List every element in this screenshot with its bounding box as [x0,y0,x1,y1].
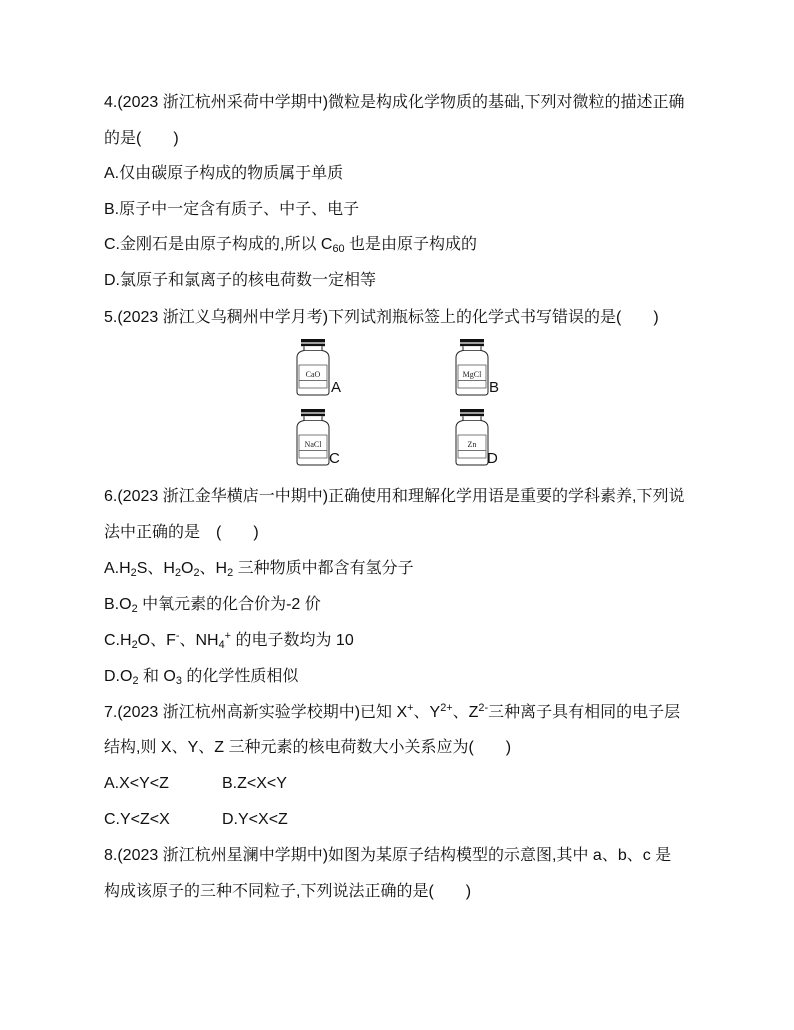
text-run: O [181,560,194,577]
q7-stem-line-1 [104,702,680,724]
q4-option-d: D.氯原子和氯离子的核电荷数一定相等 [104,272,377,289]
q4-stem-line-2: 的是( ) [104,130,179,147]
bottle-cap-ring [301,344,325,347]
bottle-letter-c: C [329,450,340,467]
bottle-letter-b: B [489,379,500,396]
superscript: 2+ [440,702,453,715]
text-run: C.H [104,632,132,649]
q4-option-b: B.原子中一定含有质子、中子、电子 [104,201,360,218]
bottle-cap [301,409,325,412]
text-run: 、Z [452,704,479,721]
bottle-cap [460,409,484,412]
bottle-label-text: NaCl [304,440,322,449]
subscript: 3 [175,675,182,688]
q7-option-b: B.Z<X<Y [222,775,287,792]
text-run: D.O [104,668,133,685]
subscript: 2 [131,603,138,616]
text-run: O、F [137,632,176,649]
q6-option-a [104,558,414,580]
text-run: A.H [104,560,131,577]
reagent-bottle-b [454,338,490,396]
q7-stem-line-2: 结构,则 X、Y、Z 三种元素的核电荷数大小关系应为( ) [104,739,512,756]
superscript: + [224,630,232,643]
text-run: S、H [136,560,175,577]
bottle-letter-a: A [331,379,342,396]
subscript: 2 [174,567,182,580]
q6-option-b [104,594,321,616]
q7-option-c: C.Y<Z<X [104,811,170,828]
text-run: 的电子数均为 10 [231,632,354,649]
bottle-cap [301,339,325,342]
text-run: B.O [104,596,132,613]
q8-stem-line-2: 构成该原子的三种不同粒子,下列说法正确的是( ) [104,883,472,900]
subscript: 2 [130,567,137,580]
q7-option-a: A.X<Y<Z [104,775,169,792]
text-run: 也是由原子构成的 [344,236,478,253]
subscript: 2 [132,675,139,688]
text-run: 三种物质中都含有氢分子 [233,560,414,577]
q8-stem-line-1: 8.(2023 浙江杭州星澜中学期中)如图为某原子结构模型的示意图,其中 a、b、c 是 [104,847,672,864]
subscript: 2 [131,639,138,652]
text-run: 、H [199,560,228,577]
text-run: 的化学性质相似 [181,668,299,685]
bottle-label-text: MgCl [462,370,482,379]
q4-option-a: A.仅由碳原子构成的物质属于单质 [104,165,344,182]
reagent-bottle-c [295,408,331,466]
q6-option-c [104,630,354,652]
q6-stem-line-1: 6.(2023 浙江金华横店一中期中)正确使用和理解化学用语是重要的学科素养,下列说 [104,488,685,505]
subscript: 2 [227,567,234,580]
q5-stem-line-1: 5.(2023 浙江义乌稠州中学月考)下列试剂瓶标签上的化学式书写错误的是( ) [104,309,659,326]
text-run: 、NH [179,632,219,649]
bottle-label-text: Zn [467,440,477,449]
subscript: 2 [193,567,200,580]
superscript: - [175,630,180,643]
text-run: 三种离子具有相同的电子层 [488,704,681,721]
bottle-letter-d: D [487,450,498,467]
subscript: 60 [332,243,345,256]
q4-option-c [104,234,477,256]
q4-stem-line-1: 4.(2023 浙江杭州采荷中学期中)微粒是构成化学物质的基础,下列对微粒的描述正确 [104,94,685,111]
bottle-cap-ring [301,414,325,417]
text-run: 中氧元素的化合价为-2 价 [137,596,321,613]
text-run: 、Y [413,704,441,721]
reagent-bottle-d [454,408,490,466]
superscript: 2- [478,702,489,715]
q6-stem-line-2: 法中正确的是 ( ) [104,524,259,541]
text-run: 和 O [138,668,176,685]
bottle-cap-ring [460,414,484,417]
superscript: + [407,702,414,715]
bottle-cap-ring [460,344,484,347]
text-run: 7.(2023 浙江杭州高新实验学校期中)已知 X [104,704,408,721]
text-run: C.金刚石是由原子构成的,所以 C [104,236,333,253]
bottle-cap [460,339,484,342]
bottle-label-text: CaO [305,370,321,379]
q7-option-d: D.Y<X<Z [222,811,288,828]
reagent-bottle-a [295,338,331,396]
q6-option-d [104,666,298,688]
subscript: 4 [218,639,225,652]
